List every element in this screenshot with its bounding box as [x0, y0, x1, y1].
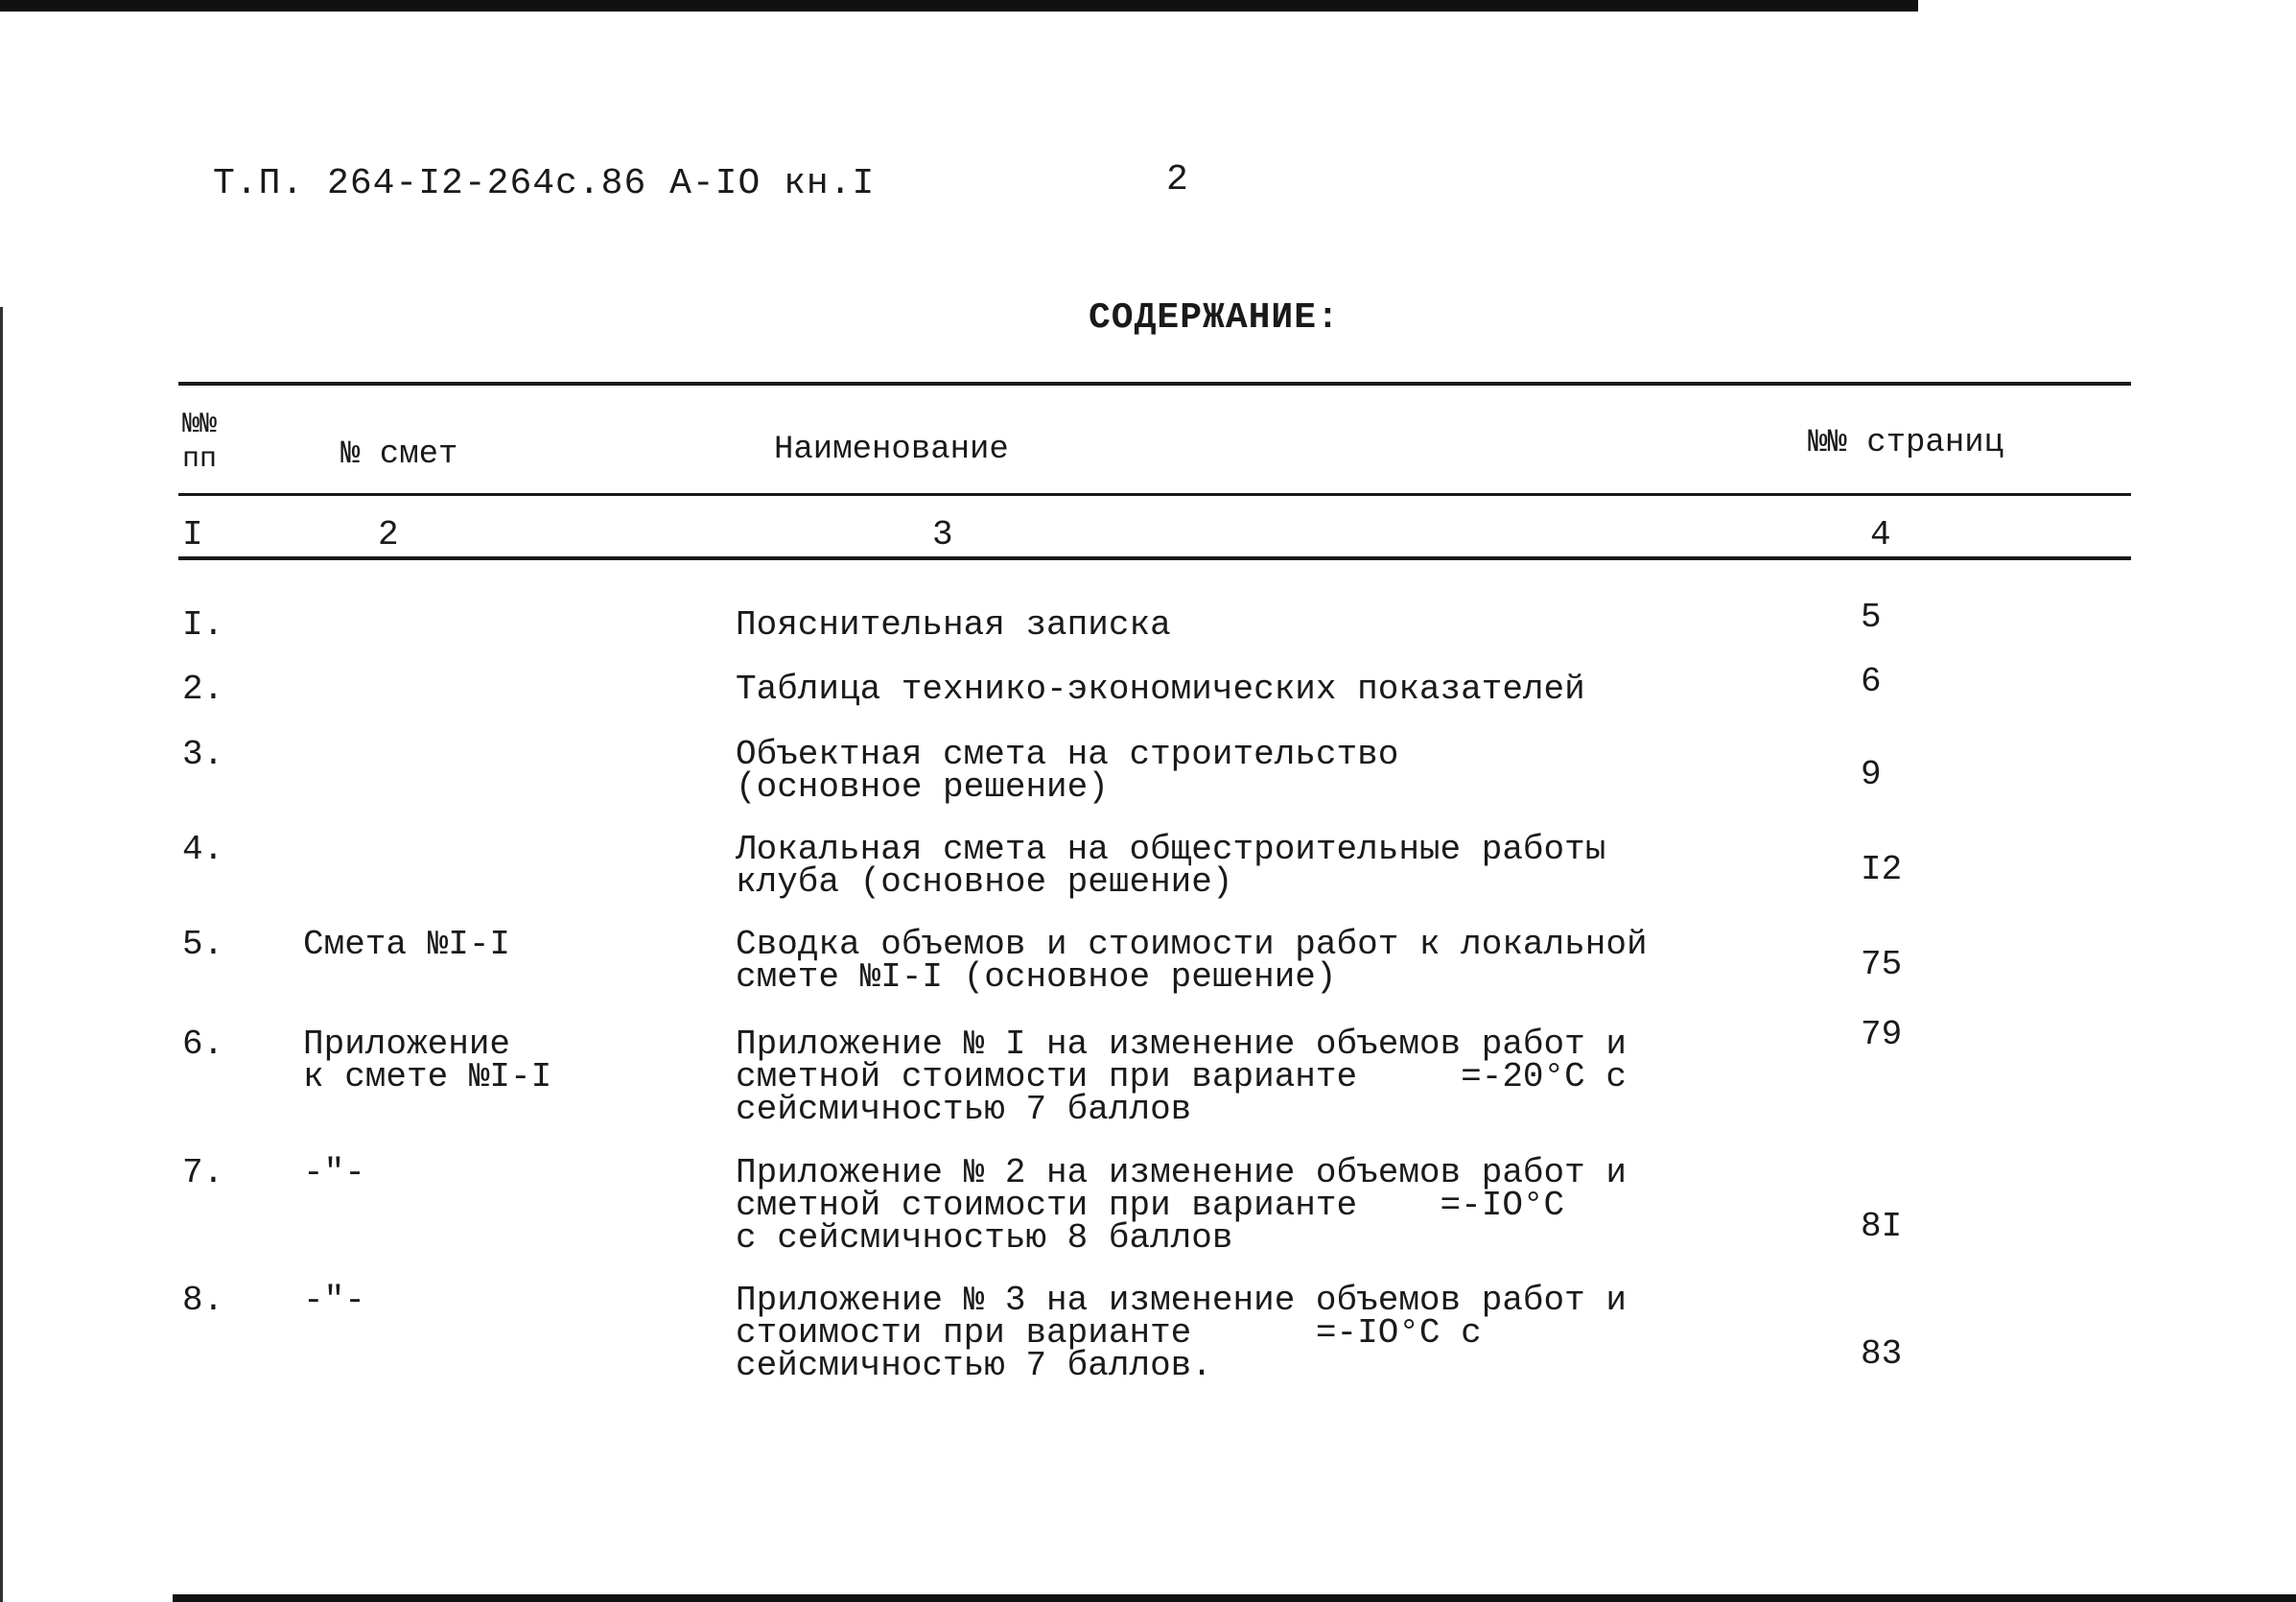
page-title: СОДЕРЖАНИЕ:	[1089, 297, 1340, 339]
scan-border-bottom	[173, 1594, 2296, 1602]
row-smet: Смета №I-I	[303, 925, 511, 964]
scan-border-top	[0, 0, 1918, 12]
row-name: Приложение № I на изменение объемов работ и сметной стоимости при варианте =-20°С с сейсмичностью 7 баллов	[736, 1025, 1627, 1129]
row-page: 83	[1861, 1334, 1903, 1374]
row-name: Локальная смета на общестроительные работы клуба (основное решение)	[736, 830, 1606, 902]
column-number-3: 3	[932, 515, 953, 554]
header-rule	[178, 493, 2131, 496]
header-smet: № смет	[340, 436, 458, 473]
row-name: Приложение № 2 на изменение объемов работ и сметной стоимости при варианте =-IO°С с сейсмичностью 8 баллов	[736, 1153, 1627, 1258]
row-page: 5	[1861, 598, 1882, 637]
row-num: 4.	[182, 830, 224, 869]
row-num: 7.	[182, 1153, 224, 1192]
row-page: 79	[1861, 1015, 1903, 1054]
column-number-2: 2	[378, 515, 399, 554]
header-pages: №№ страниц	[1808, 425, 2004, 461]
scan-border-left	[0, 307, 3, 1602]
row-name: Приложение № 3 на изменение объемов работ и стоимости при варианте =-IO°С с сейсмичностью 7 баллов.	[736, 1281, 1627, 1385]
header-name: Наименование	[774, 432, 1009, 468]
row-num: 6.	[182, 1025, 224, 1064]
row-smet: -"-	[303, 1281, 365, 1320]
row-page: 8I	[1861, 1207, 1903, 1246]
row-num: 3.	[182, 735, 224, 774]
row-smet: Приложение к смете №I-I	[303, 1025, 552, 1096]
row-page: 6	[1861, 662, 1882, 701]
row-name: Таблица технико-экономических показателей	[736, 670, 1585, 709]
row-name: Объектная смета на строительство (основное решение)	[736, 735, 1399, 807]
column-number-1: I	[182, 515, 203, 554]
page-number: 2	[1166, 159, 1188, 200]
row-page: 75	[1861, 945, 1903, 984]
header-num: №№ пп	[182, 409, 218, 476]
row-num: 8.	[182, 1281, 224, 1320]
table-top-rule	[178, 382, 2131, 386]
row-num: I.	[182, 605, 224, 645]
row-page: 9	[1861, 755, 1882, 794]
row-name: Пояснительная записка	[736, 605, 1171, 645]
row-num: 5.	[182, 925, 224, 964]
document-code: Т.П. 264-I2-264с.86 А-IO кн.I	[213, 163, 876, 204]
row-name: Сводка объемов и стоимости работ к локальной смете №I-I (основное решение)	[736, 925, 1648, 997]
column-number-rule	[178, 556, 2131, 560]
row-smet: -"-	[303, 1153, 365, 1192]
column-number-4: 4	[1870, 515, 1891, 554]
row-num: 2.	[182, 670, 224, 709]
row-page: I2	[1861, 850, 1903, 889]
